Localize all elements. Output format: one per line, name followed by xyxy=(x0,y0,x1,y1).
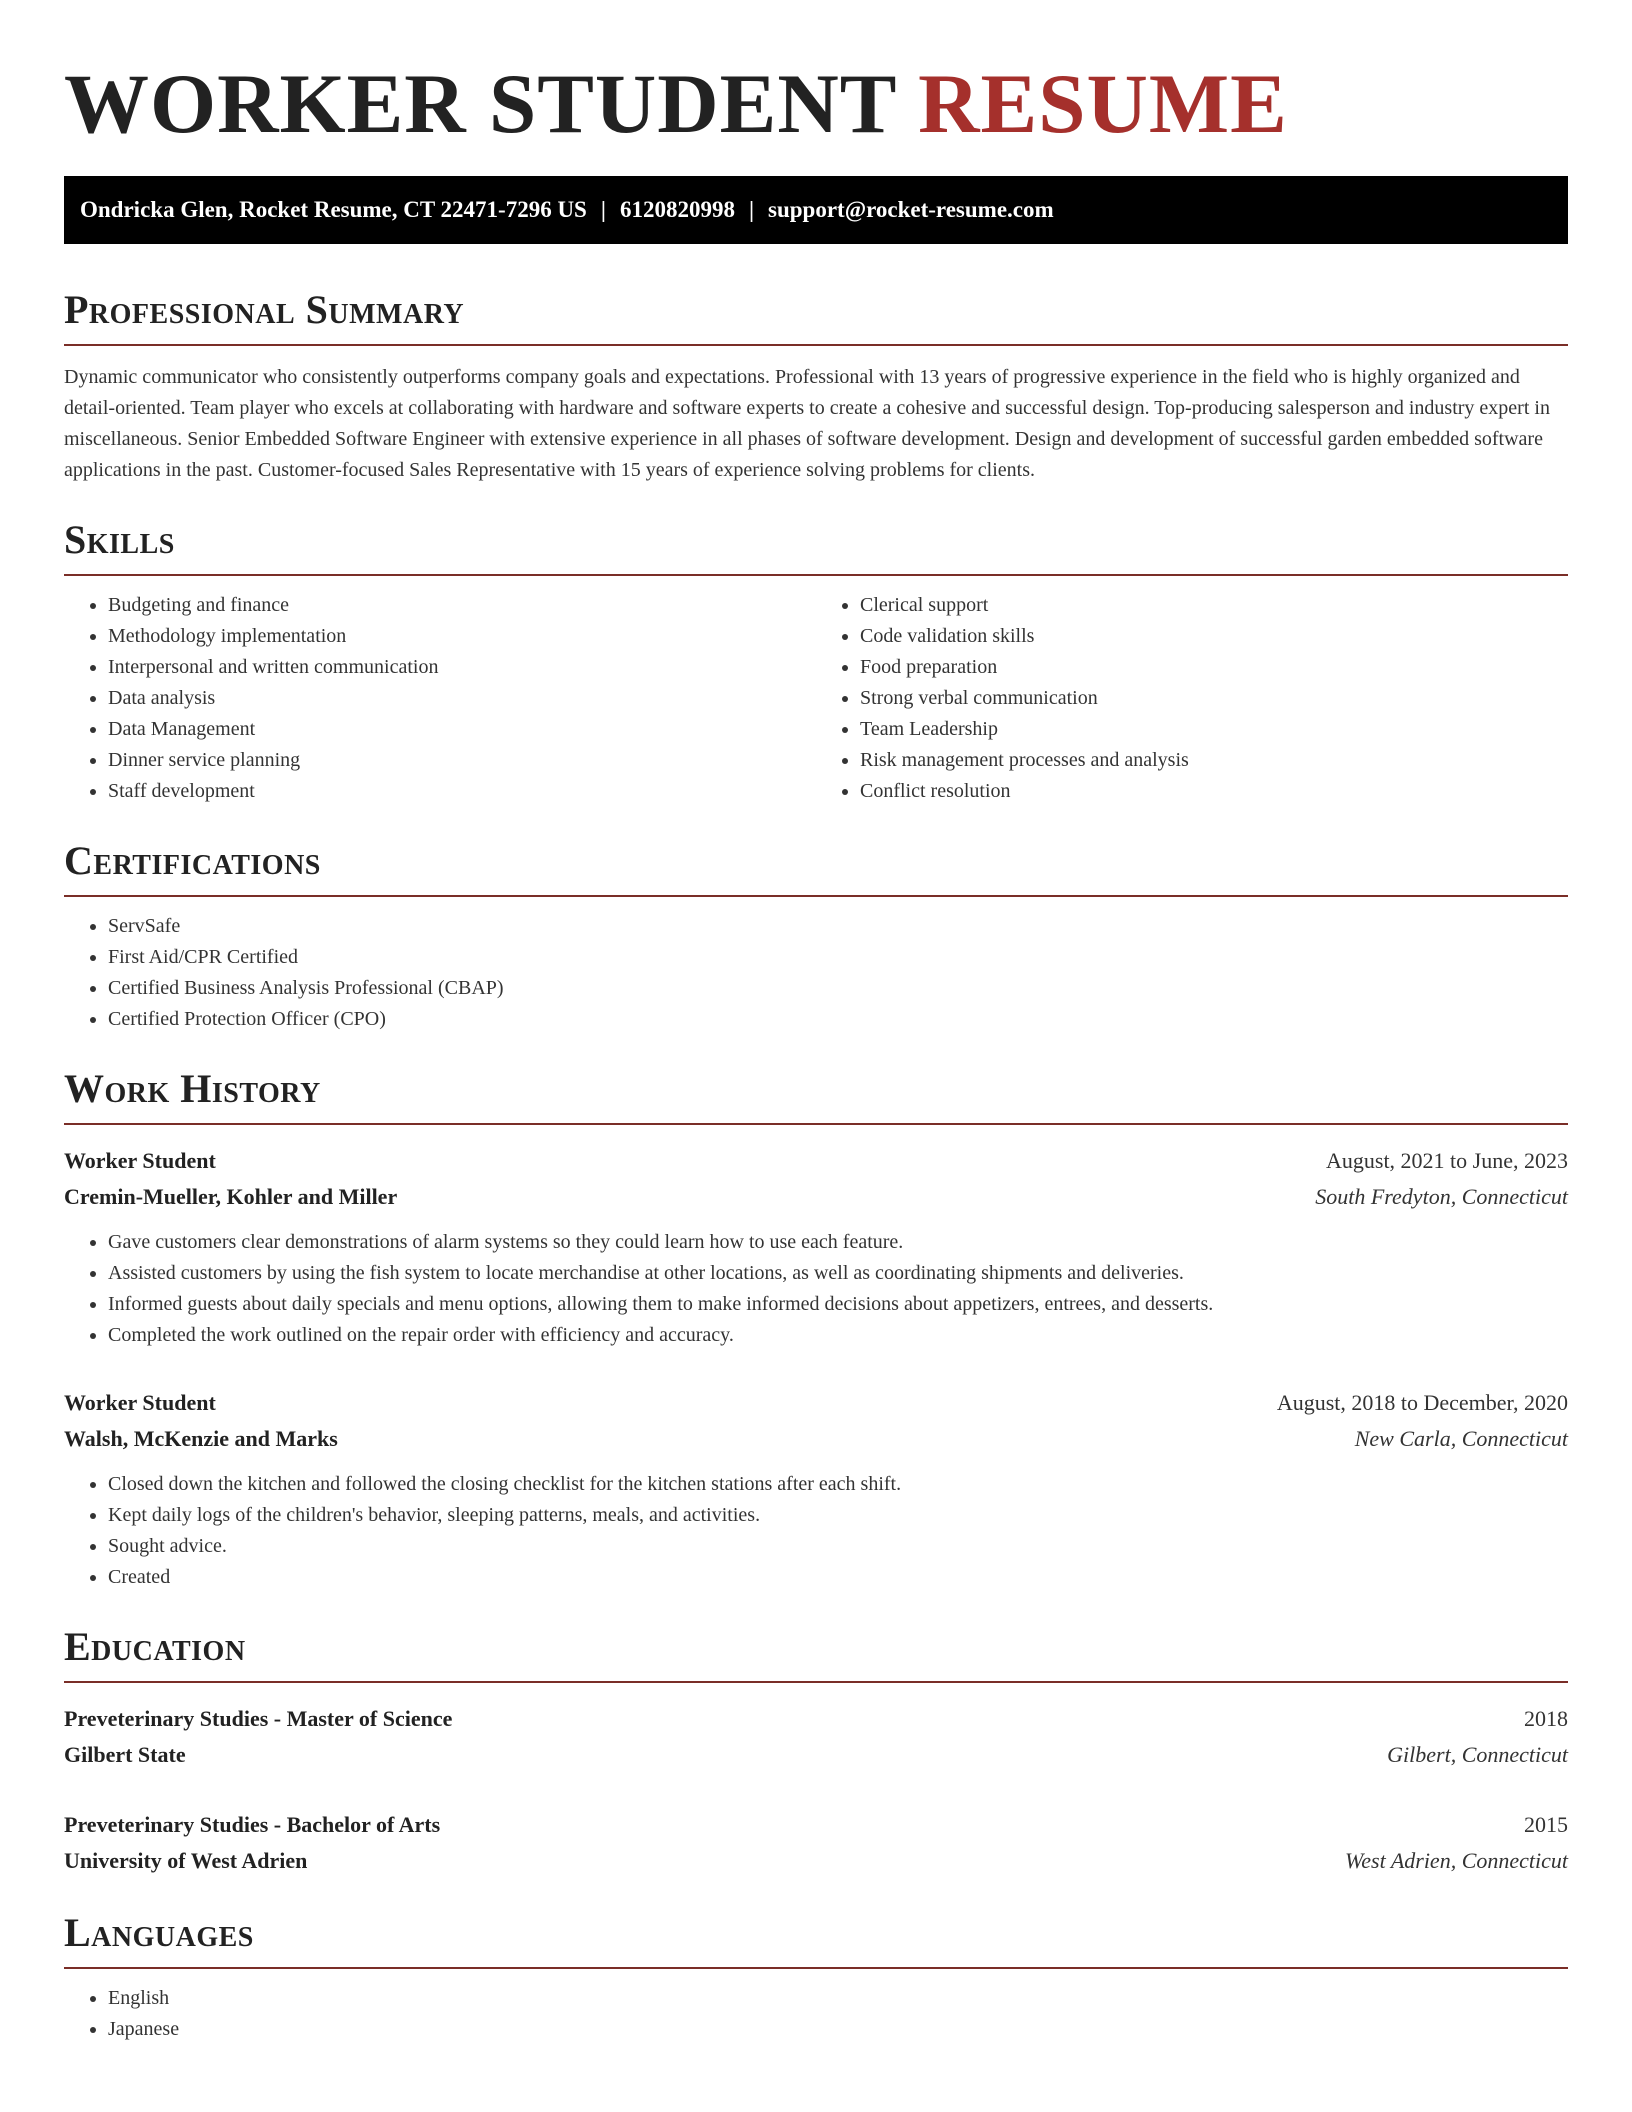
certification-item: • Certified Business Analysis Professional (CBAP) xyxy=(108,973,1568,1004)
job-company-row xyxy=(64,1421,1568,1457)
section-heading-languages: Languages xyxy=(64,1910,254,1955)
section-heading-summary: Professional Summary xyxy=(64,287,465,332)
education-school: University of West Adrien xyxy=(64,1848,308,1873)
skill-item: • Risk management processes and analysis xyxy=(860,745,1568,776)
job-duty: • Closed down the kitchen and followed the closing checklist for the kitchen stations after each shift. xyxy=(108,1469,1568,1500)
skill-item: • Team Leadership xyxy=(860,714,1568,745)
education-location: Gilbert, Connecticut xyxy=(1387,1742,1568,1767)
job-title-row xyxy=(64,1143,1568,1179)
skill-item: • Staff development xyxy=(108,776,816,807)
job-duty: • Informed guests about daily specials and menu options, allowing them to make informed decisions about appetizers, entrees, and desserts. xyxy=(108,1289,1568,1320)
job-company: Walsh, McKenzie and Marks xyxy=(64,1426,338,1451)
skill-item: • Data analysis xyxy=(108,683,816,714)
skill-item: • Dinner service planning xyxy=(108,745,816,776)
education-school-row xyxy=(64,1737,1568,1773)
education-degree-row xyxy=(64,1701,1568,1737)
title-accent: RESUME xyxy=(918,57,1288,151)
languages-list xyxy=(64,1983,1568,2045)
job-duty: • Kept daily logs of the children's behavior, sleeping patterns, meals, and activities. xyxy=(108,1500,1568,1531)
contact-address: Ondricka Glen, Rocket Resume, CT 22471-7296 US xyxy=(80,197,587,222)
skills-list-right xyxy=(816,590,1568,807)
job-title-row xyxy=(64,1385,1568,1421)
certification-item: • First Aid/CPR Certified xyxy=(108,942,1568,973)
job-duties-list xyxy=(64,1469,1568,1593)
certification-item: • ServSafe xyxy=(108,911,1568,942)
job-entry xyxy=(64,1385,1568,1593)
section-heading-certifications: Certifications xyxy=(64,838,321,883)
skill-item: • Clerical support xyxy=(860,590,1568,621)
skill-item: • Budgeting and finance xyxy=(108,590,816,621)
language-item: • English xyxy=(108,1983,1568,2014)
contact-separator: | xyxy=(600,197,606,222)
skill-item: • Data Management xyxy=(108,714,816,745)
skills-section xyxy=(64,516,1568,807)
section-divider xyxy=(64,1967,1568,1969)
education-entry xyxy=(64,1701,1568,1773)
job-location: South Fredyton, Connecticut xyxy=(1315,1184,1568,1209)
job-location: New Carla, Connecticut xyxy=(1354,1426,1568,1451)
contact-email[interactable]: support@rocket-resume.com xyxy=(768,197,1054,222)
skill-item: • Methodology implementation xyxy=(108,621,816,652)
skill-item: • Conflict resolution xyxy=(860,776,1568,807)
education-degree: Preveterinary Studies - Bachelor of Arts xyxy=(64,1812,441,1837)
languages-section xyxy=(64,1909,1568,2045)
education-section xyxy=(64,1623,1568,1879)
work-history-section xyxy=(64,1065,1568,1593)
education-entry xyxy=(64,1807,1568,1879)
section-divider xyxy=(64,895,1568,897)
contact-bar xyxy=(64,176,1568,244)
contact-phone[interactable]: 6120820998 xyxy=(619,197,735,222)
skills-list-left xyxy=(64,590,816,807)
education-year: 2015 xyxy=(1524,1812,1568,1837)
job-company-row xyxy=(64,1179,1568,1215)
job-company: Cremin-Mueller, Kohler and Miller xyxy=(64,1184,398,1209)
summary-section xyxy=(64,286,1568,486)
section-heading-education: Education xyxy=(64,1624,246,1669)
section-heading-skills: Skills xyxy=(64,517,175,562)
job-title: Worker Student xyxy=(64,1390,216,1415)
title-main: WORKER STUDENT xyxy=(64,57,896,151)
language-item: • Japanese xyxy=(108,2014,1568,2045)
certification-item: • Certified Protection Officer (CPO) xyxy=(108,1004,1568,1035)
education-location: West Adrien, Connecticut xyxy=(1344,1848,1568,1873)
education-degree: Preveterinary Studies - Master of Science xyxy=(64,1706,453,1731)
section-divider xyxy=(64,344,1568,346)
section-heading-work-history: Work History xyxy=(64,1066,321,1111)
education-year: 2018 xyxy=(1524,1706,1568,1731)
job-duty: • Assisted customers by using the fish system to locate merchandise at other locations, as well as coordinating shipments and deliveries. xyxy=(108,1258,1568,1289)
skill-item: • Code validation skills xyxy=(860,621,1568,652)
job-duty: • Completed the work outlined on the repair order with efficiency and accuracy. xyxy=(108,1320,1568,1351)
job-dates: August, 2018 to December, 2020 xyxy=(1276,1390,1568,1415)
job-duty: • Created xyxy=(108,1562,1568,1593)
skill-item: • Interpersonal and written communication xyxy=(108,652,816,683)
job-entry xyxy=(64,1143,1568,1351)
certifications-section xyxy=(64,837,1568,1035)
job-duty: • Gave customers clear demonstrations of alarm systems so they could learn how to use each feature. xyxy=(108,1227,1568,1258)
job-duty: • Sought advice. xyxy=(108,1531,1568,1562)
job-title: Worker Student xyxy=(64,1148,216,1173)
education-school-row xyxy=(64,1843,1568,1879)
skill-item: • Strong verbal communication xyxy=(860,683,1568,714)
skill-item: • Food preparation xyxy=(860,652,1568,683)
contact-separator: | xyxy=(748,197,755,222)
certifications-list xyxy=(64,911,1568,1035)
skills-columns xyxy=(64,576,1568,807)
education-degree-row xyxy=(64,1807,1568,1843)
section-divider xyxy=(64,1123,1568,1125)
summary-text: Dynamic communicator who consistently outperforms company goals and expectations. Professional with 13 years of progressive experience in the field who is highly organized and detail-oriented. Team player who excels at collaborating with hardware and software experts to create a cohesive and successful design. Top-producing salesperson and industry expert in miscellaneous. Senior Embedded Software Engineer with extensive experience in all phases of software development. Design and development of successful garden embedded software applications in the past. Customer-focused Sales Representative with 15 years of experience solving problems for clients. xyxy=(64,366,1550,481)
section-divider xyxy=(64,1681,1568,1683)
job-duties-list xyxy=(64,1227,1568,1351)
education-school: Gilbert State xyxy=(64,1742,186,1767)
job-dates: August, 2021 to June, 2023 xyxy=(1326,1148,1568,1173)
resume-title xyxy=(64,0,1568,154)
